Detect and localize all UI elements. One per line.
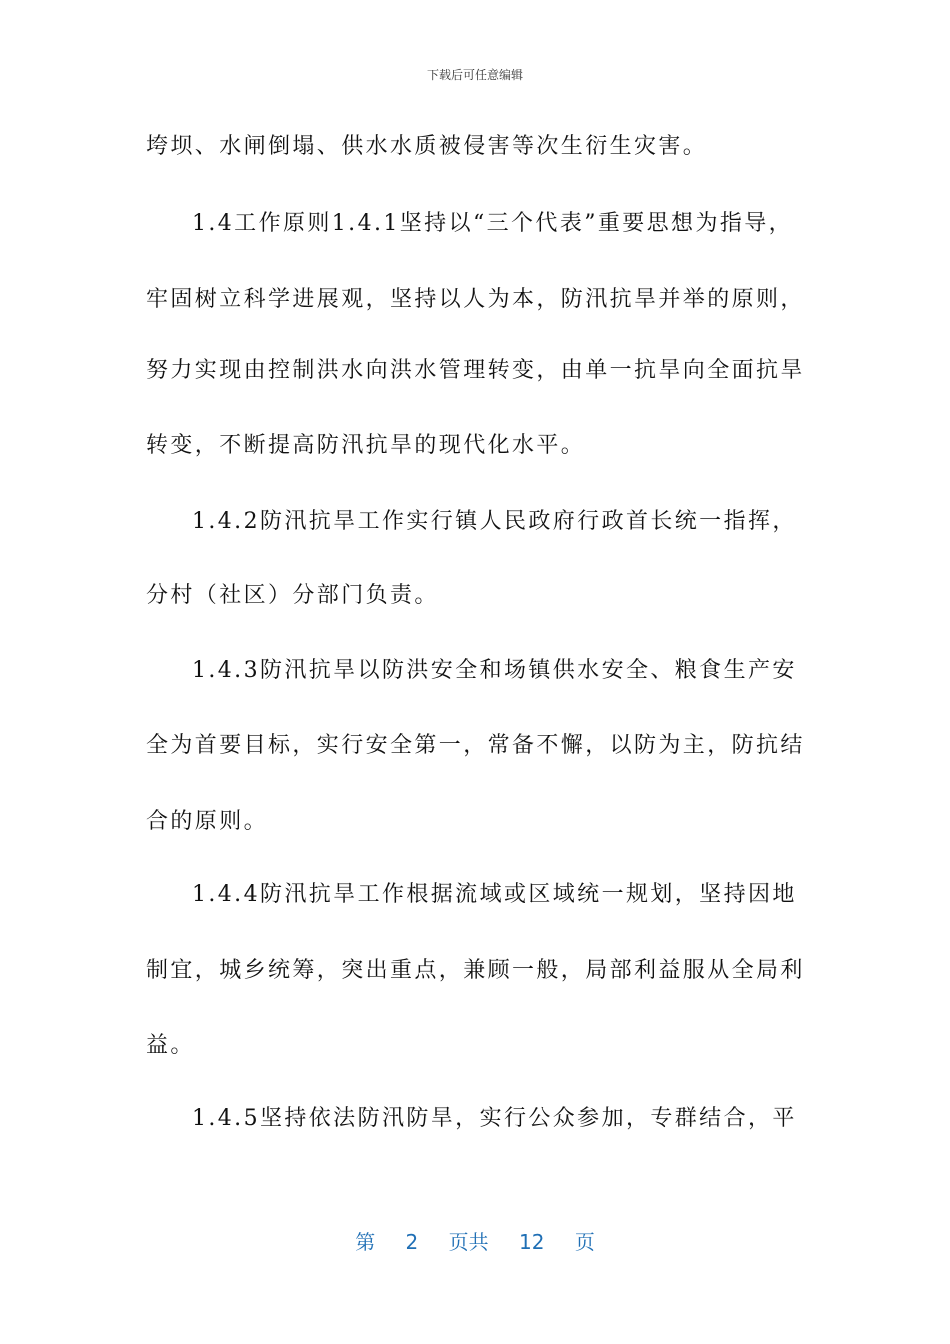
page-number-footer [0, 1226, 950, 1255]
footer-prefix: 第 [355, 1230, 376, 1254]
body-line: 转变，不断提高防汛抗旱的现代化水平。 [146, 433, 586, 458]
body-line: 全为首要目标，实行安全第一，常备不懈，以防为主，防抗结 [146, 733, 805, 758]
footer-middle: 页共 [448, 1230, 489, 1254]
body-line: 垮坝、水闸倒塌、供水水质被侵害等次生衍生灾害。 [146, 134, 708, 159]
footer-suffix: 页 [574, 1230, 595, 1254]
body-line: 分村（社区）分部门负责。 [146, 583, 439, 608]
footer-current-page: 2 [405, 1230, 419, 1254]
body-line: 制宜，城乡统筹，突出重点，兼顾一般，局部利益服从全局利 [146, 958, 805, 983]
body-line: 1.4.2防汛抗旱工作实行镇人民政府行政首长统一指挥， [192, 509, 797, 534]
body-line: 1.4.4防汛抗旱工作根据流域或区域统一规划，坚持因地 [192, 882, 797, 907]
body-line: 合的原则。 [146, 809, 269, 834]
body-line: 牢固树立科学进展观，坚持以人为本，防汛抗旱并举的原则， [146, 287, 805, 312]
body-line: 益。 [146, 1033, 195, 1058]
page-header-note: 下载后可任意编辑 [426, 68, 523, 82]
body-line: 1.4.5坚持依法防汛防旱，实行公众参加，专群结合，平 [192, 1106, 797, 1131]
body-line: 1.4.3防汛抗旱以防洪安全和场镇供水安全、粮食生产安 [192, 658, 797, 683]
body-line: 努力实现由控制洪水向洪水管理转变，由单一抗旱向全面抗旱 [146, 358, 805, 383]
body-line: 1.4工作原则1.4.1坚持以“三个代表”重要思想为指导， [192, 211, 794, 236]
footer-total-pages: 12 [519, 1230, 545, 1254]
